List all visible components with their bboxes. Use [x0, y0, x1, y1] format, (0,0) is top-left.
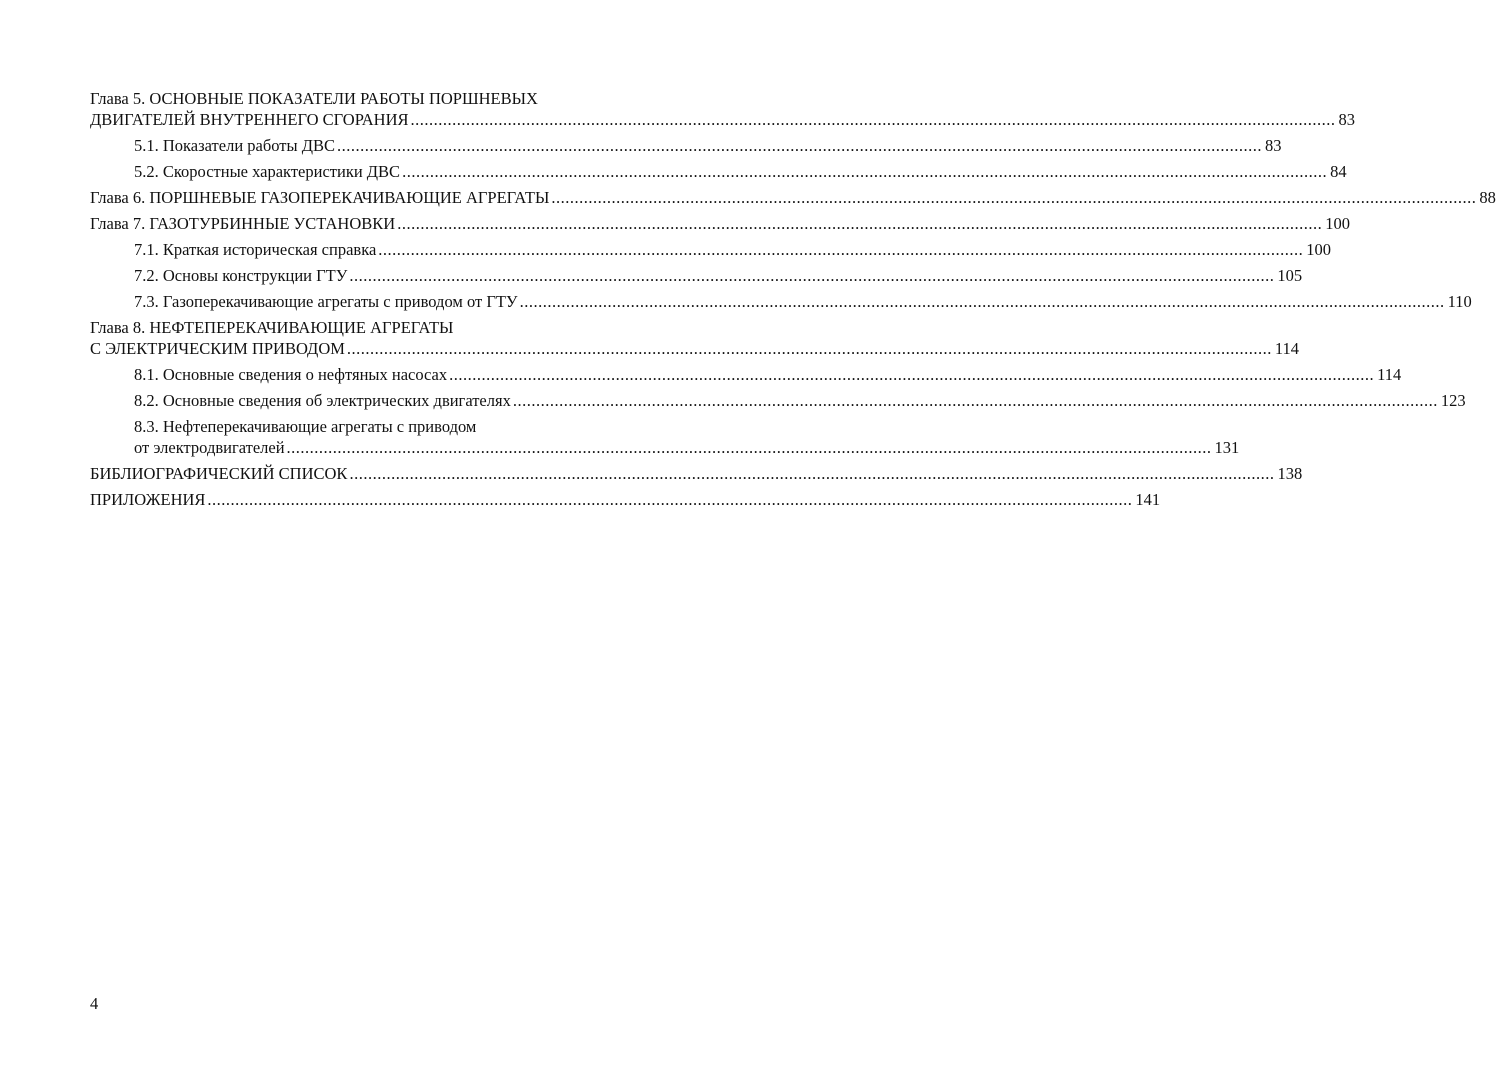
dot-leader: ........................................................................................................................................................................................................ — [512, 391, 1438, 410]
toc-entry-chapter-6 — [90, 187, 1496, 208]
toc-entry-row — [134, 390, 1466, 411]
toc-entry-title: Глава 6. ПОРШНЕВЫЕ ГАЗОПЕРЕКАЧИВАЮЩИЕ АГРЕГАТЫ — [90, 188, 550, 207]
toc-page-number: 114 — [1274, 339, 1300, 358]
toc-entry-title: 8.1. Основные сведения о нефтяных насосах — [134, 365, 448, 384]
toc-entry-title: ДВИГАТЕЛЕЙ ВНУТРЕННЕГО СГОРАНИЯ — [90, 110, 409, 129]
toc-entry-row — [134, 161, 1347, 182]
toc-entry-row — [90, 109, 1356, 130]
toc-entry-line: 8.3. Нефтеперекачивающие агрегаты с приводом — [134, 417, 477, 436]
toc-entry-row — [134, 239, 1332, 260]
toc-entry-title: Глава 7. ГАЗОТУРБИННЫЕ УСТАНОВКИ — [90, 214, 396, 233]
dot-leader: ........................................................................................................................................................................................................ — [349, 464, 1275, 483]
toc-page-number: 110 — [1447, 292, 1472, 311]
toc-entry-title: ПРИЛОЖЕНИЯ — [90, 490, 206, 509]
toc-entry-row — [90, 213, 1350, 234]
toc-entry-row — [90, 489, 1161, 510]
toc-entry-chapter-8 — [90, 317, 1300, 359]
toc-entry-row — [90, 338, 1300, 359]
toc-entry-title: 5.1. Показатели работы ДВС — [134, 136, 335, 155]
toc-entry-row — [134, 135, 1282, 156]
toc-entry-bibliography — [90, 463, 1303, 484]
toc-entry-title: 7.3. Газоперекачивающие агрегаты с приводом от ГТУ — [134, 292, 518, 311]
toc-entry-row — [90, 463, 1303, 484]
toc-entry-appendices — [90, 489, 1161, 510]
toc-page-number: 114 — [1377, 365, 1402, 384]
toc-entry-chapter-7 — [90, 213, 1350, 234]
toc-entry-8-1 — [90, 364, 1402, 385]
dot-leader: ........................................................................................................................................................................................................ — [397, 214, 1323, 233]
dot-leader: ........................................................................................................................................................................................................ — [349, 266, 1275, 285]
toc-page-number: 131 — [1214, 438, 1240, 457]
toc-page-number: 83 — [1338, 110, 1356, 129]
table-of-contents — [90, 88, 1496, 510]
toc-page-number: 105 — [1277, 266, 1303, 285]
toc-entry-title: С ЭЛЕКТРИЧЕСКИМ ПРИВОДОМ — [90, 339, 345, 358]
dot-leader: ........................................................................................................................................................................................................ — [519, 292, 1445, 311]
toc-entry-5-2 — [90, 161, 1347, 182]
toc-page-number: 83 — [1264, 136, 1282, 155]
dot-leader: ........................................................................................................................................................................................................ — [378, 240, 1304, 259]
toc-entry-line: Глава 5. ОСНОВНЫЕ ПОКАЗАТЕЛИ РАБОТЫ ПОРШНЕВЫХ — [90, 89, 538, 108]
toc-entry-row — [134, 437, 1240, 458]
toc-page-number: 100 — [1306, 240, 1332, 259]
toc-entry-title: 7.1. Краткая историческая справка — [134, 240, 377, 259]
toc-entry-7-2 — [90, 265, 1303, 286]
toc-entry-title: 8.2. Основные сведения об электрических двигателях — [134, 391, 511, 410]
toc-entry-7-1 — [90, 239, 1332, 260]
toc-entry-row — [134, 265, 1303, 286]
toc-entry-title: от электродвигателей — [134, 438, 285, 457]
toc-entry-title: 7.2. Основы конструкции ГТУ — [134, 266, 348, 285]
dot-leader: ........................................................................................................................................................................................................ — [410, 110, 1336, 129]
dot-leader: ........................................................................................................................................................................................................ — [286, 438, 1212, 457]
toc-entry-8-2 — [90, 390, 1466, 411]
toc-page-number: 138 — [1277, 464, 1303, 483]
dot-leader: ........................................................................................................................................................................................................ — [402, 162, 1328, 181]
toc-entry-8-3 — [90, 416, 1240, 458]
toc-page-number: 100 — [1325, 214, 1350, 233]
toc-entry-5-1 — [90, 135, 1282, 156]
toc-page-number: 123 — [1440, 391, 1466, 410]
dot-leader: ........................................................................................................................................................................................................ — [551, 188, 1477, 207]
toc-page-number: 141 — [1135, 490, 1161, 509]
dot-leader: ........................................................................................................................................................................................................ — [449, 365, 1375, 384]
toc-entry-title: 5.2. Скоростные характеристики ДВС — [134, 162, 401, 181]
toc-entry-title: БИБЛИОГРАФИЧЕСКИЙ СПИСОК — [90, 464, 348, 483]
toc-entry-chapter-5 — [90, 88, 1356, 130]
toc-entry-row — [90, 187, 1496, 208]
toc-entry-7-3 — [90, 291, 1472, 312]
toc-entry-line: Глава 8. НЕФТЕПЕРЕКАЧИВАЮЩИЕ АГРЕГАТЫ — [90, 318, 454, 337]
toc-page-number: 84 — [1330, 162, 1347, 181]
page-number: 4 — [90, 994, 99, 1013]
toc-entry-row — [134, 291, 1472, 312]
dot-leader: ........................................................................................................................................................................................................ — [346, 339, 1272, 358]
dot-leader: ........................................................................................................................................................................................................ — [207, 490, 1133, 509]
toc-page-number: 88 — [1479, 188, 1496, 207]
toc-entry-row — [134, 364, 1402, 385]
dot-leader: ........................................................................................................................................................................................................ — [336, 136, 1262, 155]
